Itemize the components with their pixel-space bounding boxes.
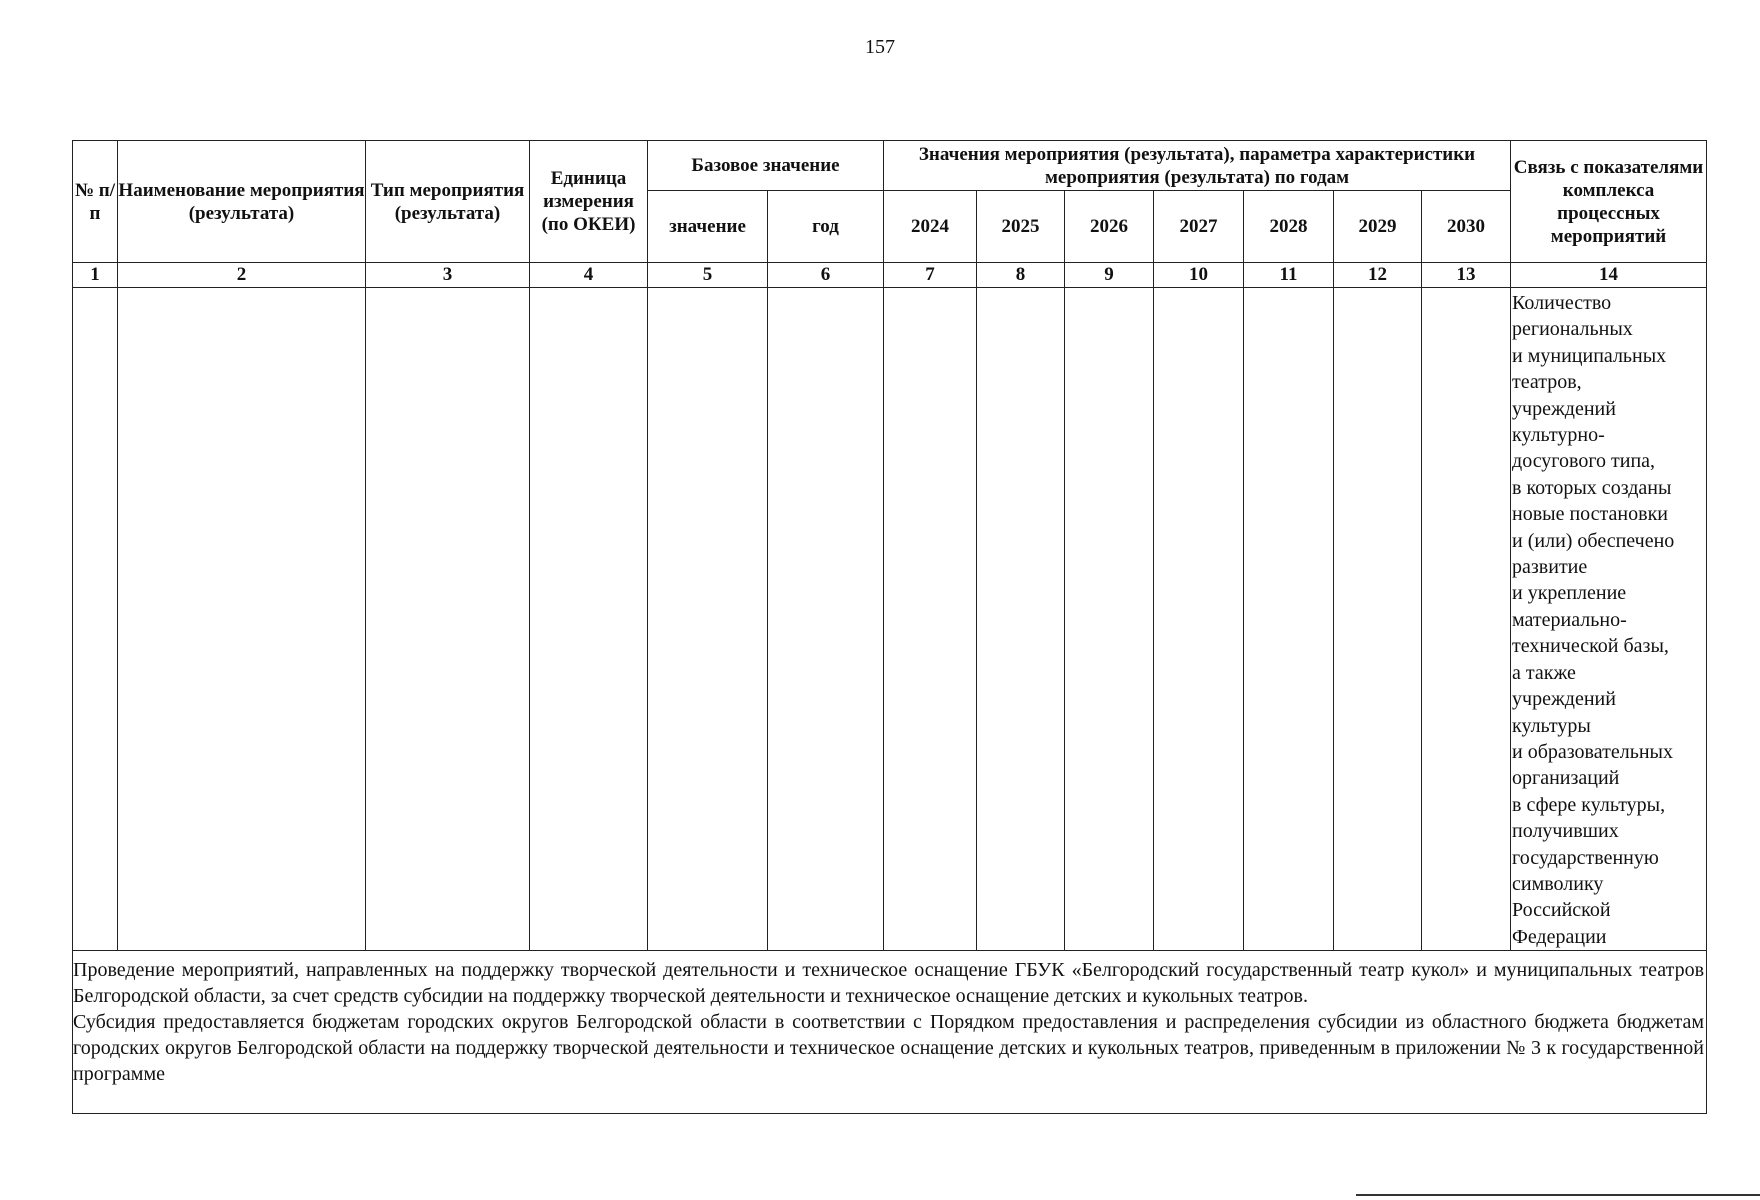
header-base-group: Базовое значение bbox=[648, 141, 884, 191]
description-cell bbox=[73, 951, 1707, 1114]
link-line: и образовательных bbox=[1512, 740, 1673, 763]
column-number: 7 bbox=[884, 263, 977, 288]
link-line: а также bbox=[1512, 661, 1576, 684]
header-base-value: значение bbox=[648, 191, 768, 263]
link-line: и укрепление bbox=[1512, 582, 1627, 605]
table-row bbox=[73, 288, 1707, 951]
link-line: в сфере культуры, bbox=[1512, 793, 1666, 816]
link-line: досугового типа, bbox=[1512, 450, 1656, 473]
cell-name bbox=[118, 288, 366, 951]
cell-num bbox=[73, 288, 118, 951]
column-number: 13 bbox=[1422, 263, 1511, 288]
column-number: 11 bbox=[1244, 263, 1334, 288]
description-paragraph-2: Субсидия предоставляется бюджетам городских округов Белгородской области в соответствии с Порядком предоставления и распределения субсидии из областного бюджета бюджетам городских округов Белгородской области на поддержку творческой деятельности и техническое оснащение детских и кукольных театров, приведенным в приложении № 3 к государственной программе bbox=[73, 1011, 1705, 1086]
link-line: и (или) обеспечено bbox=[1512, 529, 1675, 552]
cell-2027 bbox=[1154, 288, 1244, 951]
cell-2024 bbox=[884, 288, 977, 951]
cell-unit bbox=[530, 288, 648, 951]
link-line: культуры bbox=[1512, 714, 1591, 737]
header-year-2027: 2027 bbox=[1154, 191, 1244, 263]
column-number: 9 bbox=[1065, 263, 1154, 288]
cell-2025 bbox=[977, 288, 1065, 951]
activities-table bbox=[72, 140, 1707, 1114]
header-type: Тип мероприятия (результата) bbox=[366, 141, 530, 263]
link-line: Российской bbox=[1512, 899, 1611, 922]
column-number: 4 bbox=[530, 263, 648, 288]
header-name: Наименование мероприятия (результата) bbox=[118, 141, 366, 263]
header-base-year: год bbox=[768, 191, 884, 263]
link-line: учреждений bbox=[1512, 688, 1616, 711]
cell-indicator-link bbox=[1511, 288, 1707, 951]
description-paragraph-1: Проведение мероприятий, направленных на поддержку творческой деятельности и техническое оснащение ГБУК «Белгородский государственный театр кукол» и муниципальных театров Белгородской области, за счет средств субсидии на поддержку творческой деятельности и техническое оснащение детских и кукольных театров. bbox=[73, 959, 1705, 1008]
link-line: материально- bbox=[1512, 608, 1627, 631]
header-years-group: Значения мероприятия (результата), параметра характеристики мероприятия (результата) по годам bbox=[884, 141, 1511, 191]
link-line: Количество bbox=[1512, 292, 1612, 314]
cell-type bbox=[366, 288, 530, 951]
header-unit: Единица измерения (по ОКЕИ) bbox=[530, 141, 648, 263]
cell-2029 bbox=[1334, 288, 1422, 951]
column-number: 3 bbox=[366, 263, 530, 288]
link-line: технической базы, bbox=[1512, 635, 1669, 658]
link-line: новые постановки bbox=[1512, 503, 1668, 526]
link-line: получивших bbox=[1512, 820, 1619, 843]
column-number: 12 bbox=[1334, 263, 1422, 288]
header-num: № п/п bbox=[73, 141, 118, 263]
cell-2026 bbox=[1065, 288, 1154, 951]
footer-divider bbox=[1356, 1194, 1760, 1196]
header-year-2025: 2025 bbox=[977, 191, 1065, 263]
cell-base-year bbox=[768, 288, 884, 951]
cell-base-value bbox=[648, 288, 768, 951]
link-line: развитие bbox=[1512, 556, 1588, 579]
column-number: 10 bbox=[1154, 263, 1244, 288]
link-line: учреждений bbox=[1512, 397, 1616, 420]
column-number: 1 bbox=[73, 263, 118, 288]
header-link: Связь с показателями комплекса процессных мероприятий bbox=[1511, 141, 1707, 263]
link-line: государственную bbox=[1512, 846, 1659, 869]
page-number: 157 bbox=[865, 36, 895, 58]
header-year-2030: 2030 bbox=[1422, 191, 1511, 263]
column-number: 2 bbox=[118, 263, 366, 288]
link-line: символику bbox=[1512, 872, 1604, 895]
link-line: театров, bbox=[1512, 371, 1582, 394]
header-year-2024: 2024 bbox=[884, 191, 977, 263]
column-number: 5 bbox=[648, 263, 768, 288]
link-line: Федерации bbox=[1512, 925, 1607, 948]
column-number: 14 bbox=[1511, 263, 1707, 288]
link-line: организаций bbox=[1512, 767, 1620, 790]
link-line: региональных bbox=[1512, 318, 1633, 341]
column-number: 6 bbox=[768, 263, 884, 288]
header-year-2029: 2029 bbox=[1334, 191, 1422, 263]
link-line: и муниципальных bbox=[1512, 344, 1667, 367]
link-line: в которых созданы bbox=[1512, 476, 1672, 499]
column-number: 8 bbox=[977, 263, 1065, 288]
link-line: культурно- bbox=[1512, 424, 1605, 447]
header-year-2026: 2026 bbox=[1065, 191, 1154, 263]
cell-2030 bbox=[1422, 288, 1511, 951]
header-year-2028: 2028 bbox=[1244, 191, 1334, 263]
cell-2028 bbox=[1244, 288, 1334, 951]
